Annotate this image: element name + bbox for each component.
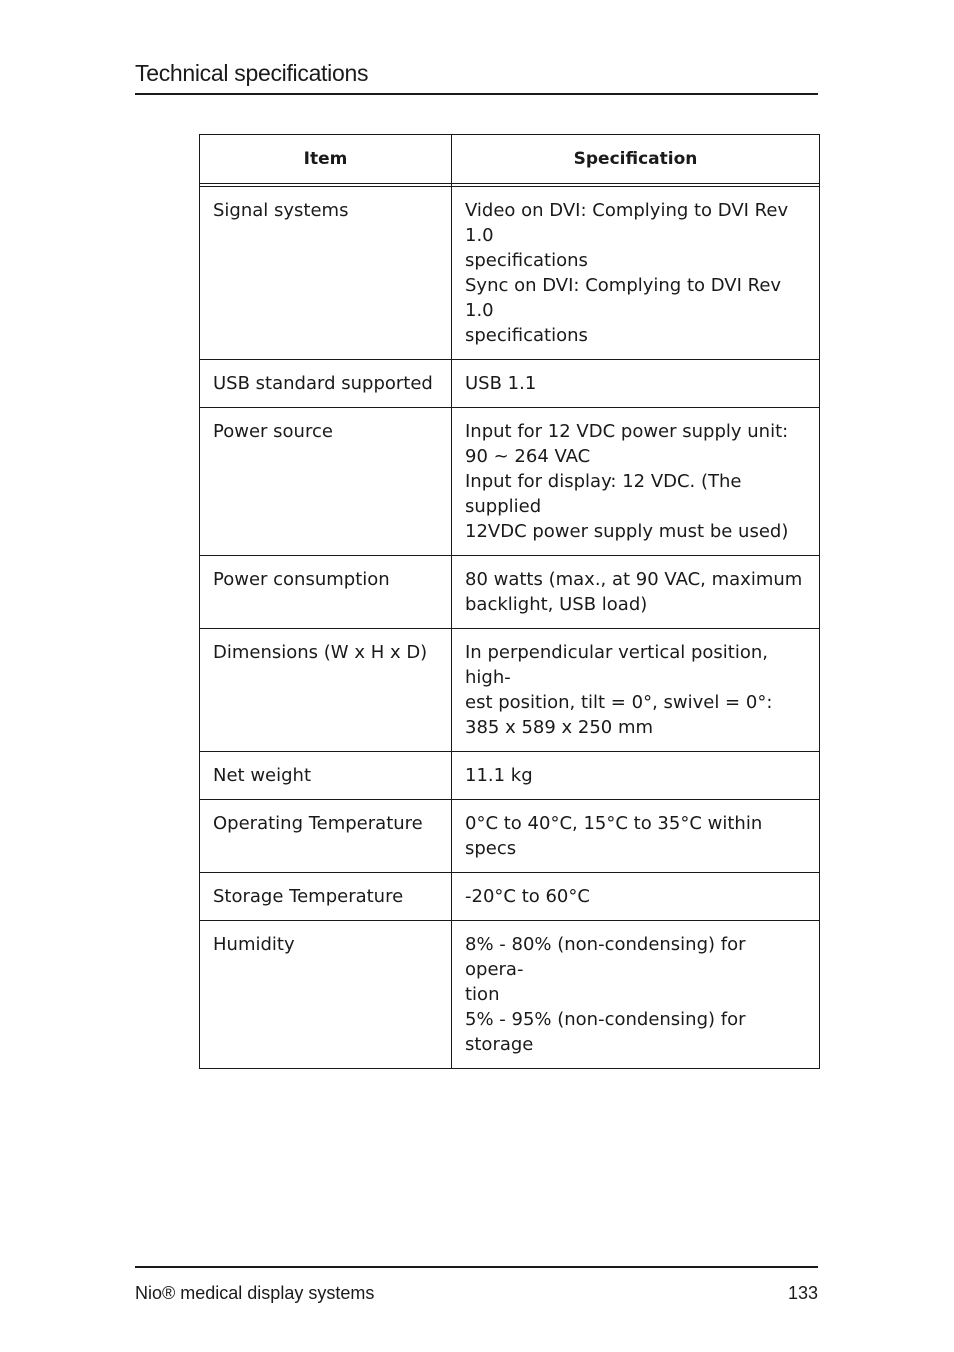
table-row bbox=[200, 629, 820, 752]
spec-cell bbox=[452, 629, 820, 752]
spec-line: Input for display: 12 VDC. (The supplied bbox=[465, 471, 742, 517]
spec-line: est position, tilt = 0°, swivel = 0°: bbox=[465, 692, 773, 713]
item-cell: USB standard supported bbox=[200, 360, 452, 408]
column-header-item: Item bbox=[200, 135, 452, 184]
item-cell: Operating Temperature bbox=[200, 800, 452, 873]
spec-line: -20°C to 60°C bbox=[465, 886, 590, 907]
spec-cell bbox=[452, 187, 820, 360]
header-divider bbox=[135, 93, 818, 95]
spec-line: backlight, USB load) bbox=[465, 594, 648, 615]
table-header-row bbox=[200, 135, 820, 184]
table-row bbox=[200, 556, 820, 629]
footer-product-name: Nio® medical display systems bbox=[135, 1283, 375, 1303]
spec-cell bbox=[452, 408, 820, 556]
spec-line: tion bbox=[465, 984, 500, 1005]
spec-cell bbox=[452, 752, 820, 800]
item-cell: Power consumption bbox=[200, 556, 452, 629]
spec-line: 90 ~ 264 VAC bbox=[465, 446, 591, 467]
item-cell: Signal systems bbox=[200, 187, 452, 360]
table-row bbox=[200, 800, 820, 873]
table-row bbox=[200, 187, 820, 360]
specifications-table bbox=[199, 134, 820, 1069]
item-cell: Dimensions (W x H x D) bbox=[200, 629, 452, 752]
column-header-specification: Specification bbox=[452, 135, 820, 184]
table-row bbox=[200, 873, 820, 921]
item-cell: Power source bbox=[200, 408, 452, 556]
spec-cell bbox=[452, 360, 820, 408]
spec-line: 12VDC power supply must be used) bbox=[465, 521, 789, 542]
spec-line: USB 1.1 bbox=[465, 373, 537, 394]
item-cell: Humidity bbox=[200, 921, 452, 1069]
spec-line: 5% - 95% (non-condensing) for storage bbox=[465, 1009, 746, 1055]
table-row bbox=[200, 360, 820, 408]
spec-line: 11.1 kg bbox=[465, 765, 533, 786]
spec-line: 80 watts (max., at 90 VAC, maximum bbox=[465, 569, 803, 590]
page-header-title: Technical specifications bbox=[135, 60, 369, 86]
page-number: 133 bbox=[787, 1283, 818, 1303]
spec-line: specifications bbox=[465, 325, 588, 346]
table-row bbox=[200, 408, 820, 556]
spec-cell bbox=[452, 921, 820, 1069]
spec-line: 0°C to 40°C, 15°C to 35°C within specs bbox=[465, 813, 763, 859]
spec-line: Input for 12 VDC power supply unit: bbox=[465, 421, 789, 442]
spec-cell bbox=[452, 556, 820, 629]
spec-line: 8% - 80% (non-condensing) for opera- bbox=[465, 934, 746, 980]
table-row bbox=[200, 921, 820, 1069]
spec-cell bbox=[452, 800, 820, 873]
spec-line: specifications bbox=[465, 250, 588, 271]
footer-divider bbox=[135, 1266, 818, 1268]
spec-cell bbox=[452, 873, 820, 921]
spec-line: 385 x 589 x 250 mm bbox=[465, 717, 654, 738]
spec-line: Sync on DVI: Complying to DVI Rev 1.0 bbox=[465, 275, 782, 321]
spec-line: In perpendicular vertical position, high- bbox=[465, 642, 768, 688]
item-cell: Storage Temperature bbox=[200, 873, 452, 921]
spec-line: Video on DVI: Complying to DVI Rev 1.0 bbox=[465, 200, 789, 246]
table-row bbox=[200, 752, 820, 800]
item-cell: Net weight bbox=[200, 752, 452, 800]
